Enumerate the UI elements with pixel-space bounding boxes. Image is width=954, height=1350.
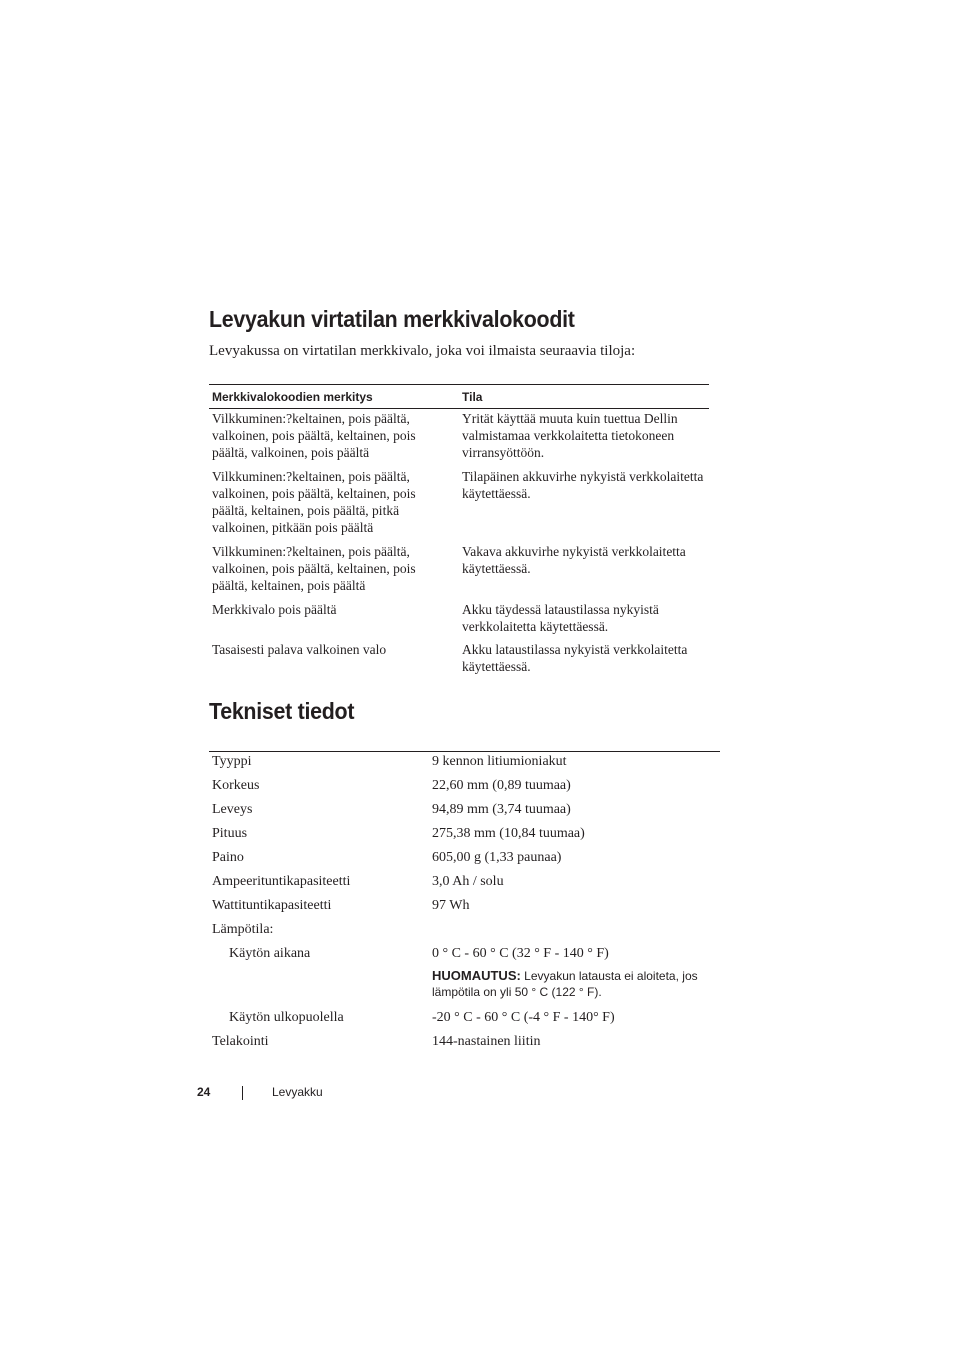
led-state-cell: Akku lataustilassa nykyistä verkkolaitetta käytettäessä. — [462, 642, 688, 674]
led-code-cell: Tasaisesti palava valkoinen valo — [212, 642, 387, 657]
led-state-cell: Yrität käyttää muuta kuin tuettua Dellin valmistamaa verkkolaitetta tietokoneen virransyöttöön. — [462, 411, 678, 460]
led-code-cell: Vilkkuminen:?keltainen, pois päältä, valkoinen, pois päältä, keltainen, pois päältä, valkoinen, pois päältä — [212, 411, 416, 460]
section-title-led-codes: Levyakun virtatilan merkkivalokoodit — [209, 306, 575, 332]
spec-value: 9 kennon litiumioniakut — [432, 754, 567, 769]
column-header-state: Tila — [462, 389, 483, 404]
spec-value: 275,38 mm (10,84 tuumaa) — [432, 826, 585, 841]
spec-key: Ampeerituntikapasiteetti — [212, 874, 351, 889]
spec-key: Paino — [212, 850, 244, 865]
column-header-code: Merkkivalokoodien merkitys — [212, 389, 373, 404]
table-row — [209, 410, 709, 461]
spec-value: 94,89 mm (3,74 tuumaa) — [432, 802, 571, 817]
spec-key: Tyyppi — [212, 754, 252, 769]
table-header — [209, 384, 709, 409]
table-row — [209, 468, 709, 536]
footer-divider — [242, 1086, 243, 1100]
intro-paragraph: Levyakussa on virtatilan merkkivalo, joka voi ilmaista seuraavia tiloja: — [209, 343, 636, 359]
spec-value: 3,0 Ah / solu — [432, 874, 504, 889]
spec-value: 97 Wh — [432, 898, 470, 913]
led-code-table — [209, 384, 709, 674]
led-state-cell: Tilapäinen akkuvirhe nykyistä verkkolaitetta käytettäessä. — [462, 469, 704, 501]
footer-section-name: Levyakku — [272, 1085, 323, 1099]
led-state-cell: Akku täydessä lataustilassa nykyistä verkkolaitetta käytettäessä. — [462, 602, 659, 634]
table-row — [209, 641, 709, 675]
spec-value: -20 ° C - 60 ° C (-4 ° F - 140° F) — [432, 1010, 615, 1025]
table-row — [209, 543, 709, 594]
spec-key: Korkeus — [212, 778, 260, 793]
spec-key: Wattituntikapasiteetti — [212, 898, 332, 913]
spec-key: Lämpötila: — [212, 922, 274, 937]
page-number: 24 — [197, 1085, 211, 1099]
spec-value: 0 ° C - 60 ° C (32 ° F - 140 ° F) — [432, 946, 609, 961]
spec-key: Telakointi — [212, 1034, 269, 1049]
note-label: HUOMAUTUS: — [432, 968, 521, 983]
led-code-cell: Vilkkuminen:?keltainen, pois päältä, valkoinen, pois päältä, keltainen, pois päältä, keltainen, pois päältä — [212, 544, 416, 593]
led-state-cell: Vakava akkuvirhe nykyistä verkkolaitetta käytettäessä. — [462, 544, 686, 576]
spec-key: Leveys — [212, 802, 253, 817]
spec-value: 144-nastainen liitin — [432, 1034, 541, 1049]
spec-value: 605,00 g (1,33 paunaa) — [432, 850, 562, 865]
temperature-note — [432, 968, 732, 1000]
spec-key: Käytön aikana — [229, 946, 311, 961]
led-code-cell: Vilkkuminen:?keltainen, pois päältä, valkoinen, pois päältä, keltainen, pois päältä, keltainen, pois päältä, pitkä valkoinen, pitkään pois päältä — [212, 469, 416, 535]
spec-value: 22,60 mm (0,89 tuumaa) — [432, 778, 571, 793]
table-row — [209, 601, 709, 635]
led-code-cell: Merkkivalo pois päältä — [212, 602, 337, 617]
spec-key: Käytön ulkopuolella — [229, 1010, 344, 1025]
section-title-specifications: Tekniset tiedot — [209, 698, 355, 724]
spec-key: Pituus — [212, 826, 248, 841]
note-text: Levyakun latausta ei aloiteta, jos lämpötila on yli 50 ° C (122 ° F). — [432, 969, 698, 999]
